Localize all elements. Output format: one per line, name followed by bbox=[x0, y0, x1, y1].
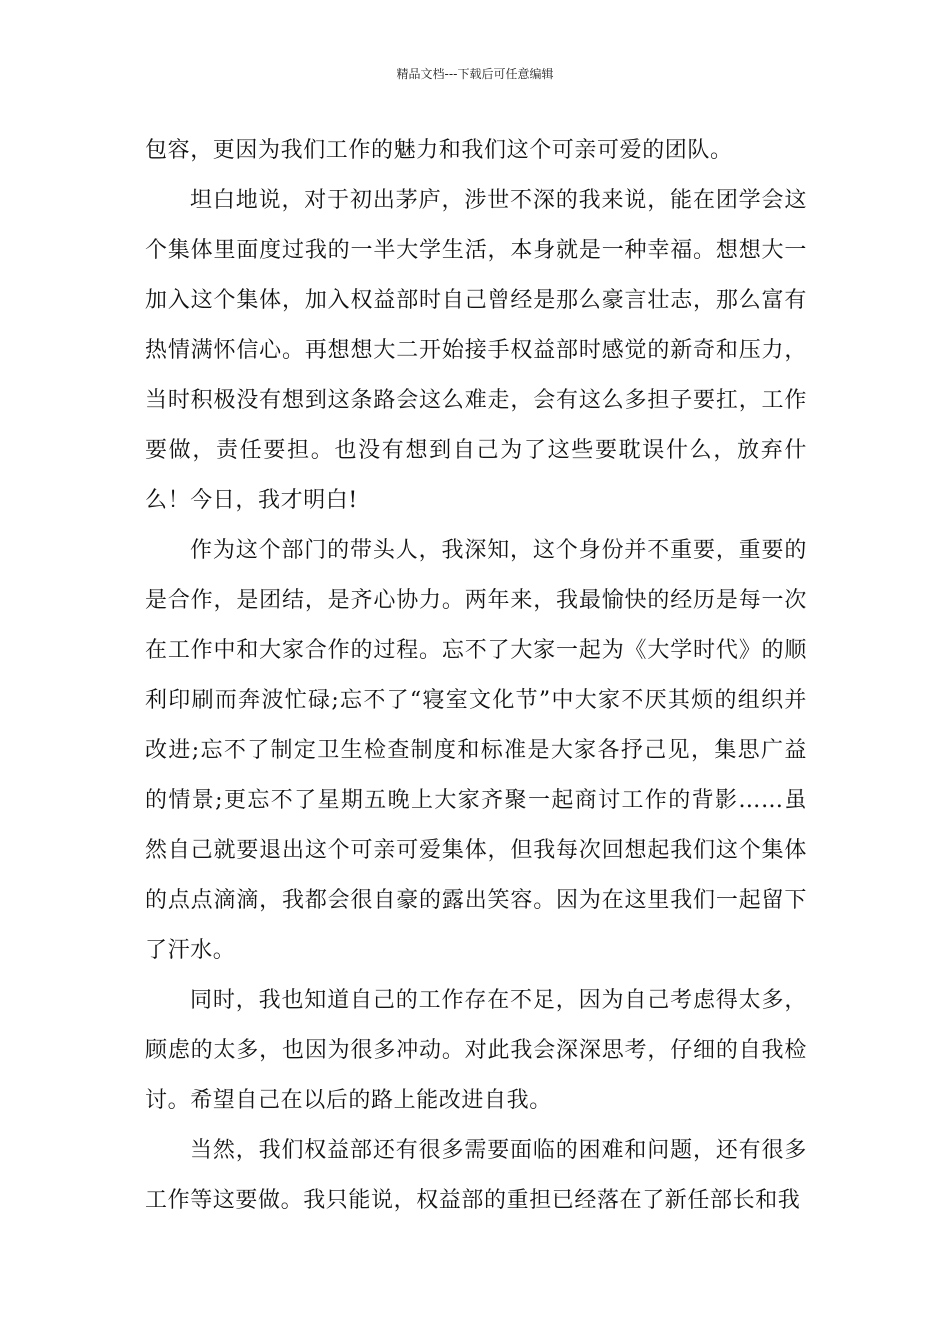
paragraph: 坦白地说，对于初出茅庐，涉世不深的我来说，能在团学会这个集体里面度过我的一半大学生活，本身就是一种幸福。想想大一加入这个集体，加入权益部时自己曾经是那么豪言壮志，那么富有热情满怀信心。再想想大二开始接手权益部时感觉的新奇和压力，当时积极没有想到这条路会这么难走，会有这么多担子要扛，工作要做，责任要担。也没有想到自己为了这些要耽误什么，放弃什么！今日，我才明白! bbox=[145, 188, 807, 513]
paragraph-continued: 包容，更因为我们工作的魅力和我们这个可亲可爱的团队。 bbox=[145, 138, 733, 163]
paragraph: 同时，我也知道自己的工作存在不足，因为自己考虑得太多，顾虑的太多，也因为很多冲动。对此我会深深思考，仔细的自我检讨。希望自己在以后的路上能改进自我。 bbox=[145, 988, 807, 1113]
document-body bbox=[145, 126, 807, 1226]
paragraph: 作为这个部门的带头人，我深知，这个身份并不重要，重要的是合作，是团结，是齐心协力。两年来，我最愉快的经历是每一次在工作中和大家合作的过程。忘不了大家一起为《大学时代》的顺利印刷而奔波忙碌;忘不了“寝室文化节”中大家不厌其烦的组织并改进;忘不了制定卫生检查制度和标准是大家各抒己见，集思广益的情景;更忘不了星期五晚上大家齐聚一起商讨工作的背影……虽然自己就要退出这个可亲可爱集体，但我每次回想起我们这个集体的点点滴滴，我都会很自豪的露出笑容。因为在这里我们一起留下了汗水。 bbox=[145, 538, 807, 963]
paragraph: 当然，我们权益部还有很多需要面临的困难和问题，还有很多工作等这要做。我只能说，权益部的重担已经落在了新任部长和我 bbox=[145, 1138, 807, 1213]
page-header: 精品文档---下载后可任意编辑 bbox=[396, 67, 554, 81]
